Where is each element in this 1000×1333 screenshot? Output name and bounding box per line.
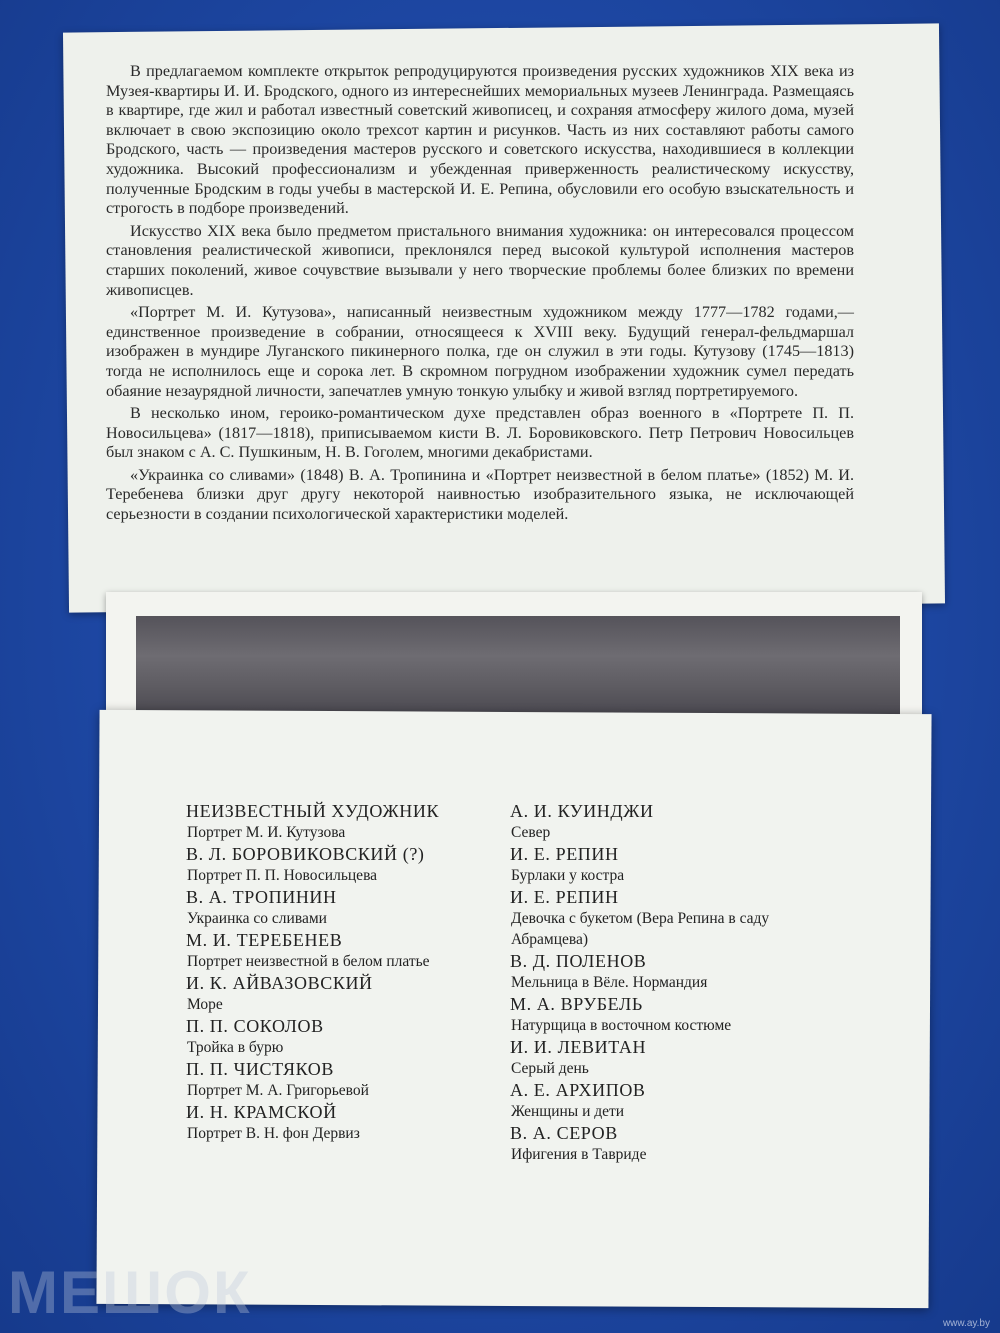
list-item (186, 800, 486, 843)
work-title: Тройка в бурю (187, 1039, 284, 1056)
artist-name: И. К. АЙВАЗОВСКИЙ (186, 973, 373, 993)
intro-paragraph: В несколько ином, героико-романтическом духе представлен образ военного в «Портрете П. П. Новосильцева» (1817—1818), приписываемом кисти В. Л. Боровиковского. Петр Петрович Новосильцев был знаком с А. С. Пушкиным, Н. В. Гоголем, многими декабристами. (106, 404, 854, 462)
site-url: www.ay.by (942, 1318, 990, 1329)
list-item (510, 843, 840, 886)
watermark-logo: МЕШОК (8, 1259, 252, 1326)
list-item (510, 993, 840, 1036)
list-item (186, 843, 486, 886)
intro-paragraph: В предлагаемом комплекте открыток репродуцируются произведения русских художников XIX века из Музея-квартиры И. И. Бродского, одного из интереснейших мемориальных музеев Ленинграда. Размещаясь в квартире, где жил и работал известный советский живописец, и сохраняя атмосферу жилого дома, музей включает в свою экспозицию около трехсот картин и рисунков. Часть из них составляют работы самого Бродского, часть — произведения мастеров русского и советского искусства, находившиеся в коллекции художника. Высокий профессионализм и убежденная приверженность реалистическому искусству, полученные Бродским в годы учебы в мастерской И. Е. Репина, обусловили его особую взыскательность и строгость в подборе произведений. (106, 62, 854, 218)
artist-name: В. А. СЕРОВ (510, 1123, 618, 1143)
intro-paragraph: «Украинка со сливами» (1848) В. А. Тропинина и «Портрет неизвестной в белом платье» (1852) М. И. Теребенева близки друг другу некоторой наивностью изобразительного языка, не исключающей серьезности в создании психологической характеристики моделей. (106, 465, 854, 524)
work-title: Ифигения в Тавриде (511, 1146, 647, 1163)
list-item (510, 1036, 840, 1079)
intro-text (106, 62, 854, 528)
artist-name: И. Е. РЕПИН (510, 887, 619, 907)
list-item (186, 1101, 486, 1144)
list-item (510, 1079, 840, 1122)
artist-name: А. Е. АРХИПОВ (510, 1080, 646, 1100)
work-title: Север (511, 824, 551, 841)
artist-name: НЕИЗВЕСТНЫЙ ХУДОЖНИК (186, 801, 440, 821)
list-item (186, 1058, 486, 1101)
artist-name: И. И. ЛЕВИТАН (510, 1037, 647, 1057)
artist-name: И. Е. РЕПИН (510, 844, 619, 864)
list-item (186, 886, 486, 929)
contents-left-column (186, 800, 486, 1144)
artist-name: П. П. ЧИСТЯКОВ (186, 1059, 334, 1079)
contents-right-column (510, 800, 840, 1165)
list-item (510, 886, 840, 950)
list-item (510, 800, 840, 843)
list-item (186, 929, 486, 972)
list-item (510, 950, 840, 993)
artist-name: М. А. ВРУБЕЛЬ (510, 994, 643, 1014)
work-title: Девочка с букетом (Вера Репина в саду Абрамцева) (511, 910, 770, 948)
artist-name: А. И. КУИНДЖИ (510, 801, 654, 821)
artist-name: И. Н. КРАМСКОЙ (186, 1102, 337, 1122)
intro-paragraph: «Портрет М. И. Кутузова», написанный неизвестным художником между 1777—1782 годами,— единственное произведение в собрании, относящееся к XVIII веку. Будущий генерал-фельдмаршал изображен в мундире Луганского пикинерного полка, где он служил в эти годы. Кутузову (1745—1813) тогда не исполнилось еще и сорока лет. В скромном погрудном изображении художник сумел передать обаяние незаурядной личности, запечатлев умную тонкую улыбку и живой взгляд портретируемого. (106, 303, 854, 400)
work-title: Украинка со сливами (187, 910, 327, 927)
work-title: Портрет П. П. Новосильцева (187, 867, 378, 884)
work-title: Натурщица в восточном костюме (511, 1017, 732, 1034)
work-title: Мельница в Вёле. Нормандия (511, 974, 708, 991)
work-title: Бурлаки у костра (511, 867, 625, 884)
list-item (510, 1122, 840, 1165)
artist-name: В. Д. ПОЛЕНОВ (510, 951, 647, 971)
artist-name: В. Л. БОРОВИКОВСКИЙ (?) (186, 844, 425, 864)
work-title: Портрет М. А. Григорьевой (187, 1082, 369, 1099)
artist-name: М. И. ТЕРЕБЕНЕВ (186, 930, 343, 950)
artist-name: П. П. СОКОЛОВ (186, 1016, 324, 1036)
work-title: Женщины и дети (511, 1103, 625, 1120)
work-title: Портрет М. И. Кутузова (187, 824, 346, 841)
work-title: Портрет неизвестной в белом платье (187, 953, 430, 970)
painting-print (136, 616, 900, 716)
artist-name: В. А. ТРОПИНИН (186, 887, 337, 907)
work-title: Портрет В. Н. фон Дервиз (187, 1125, 360, 1142)
list-item (186, 972, 486, 1015)
list-item (186, 1015, 486, 1058)
work-title: Море (187, 996, 223, 1013)
intro-paragraph: Искусство XIX века было предметом пристального внимания художника: он интересовался процессом становления реалистической живописи, преклонялся перед высокой культурой исполнения мастеров старших поколений, живое сочувствие вызывали у него творческие проблемы более близких по времени живописцев. (106, 221, 854, 299)
work-title: Серый день (511, 1060, 589, 1077)
